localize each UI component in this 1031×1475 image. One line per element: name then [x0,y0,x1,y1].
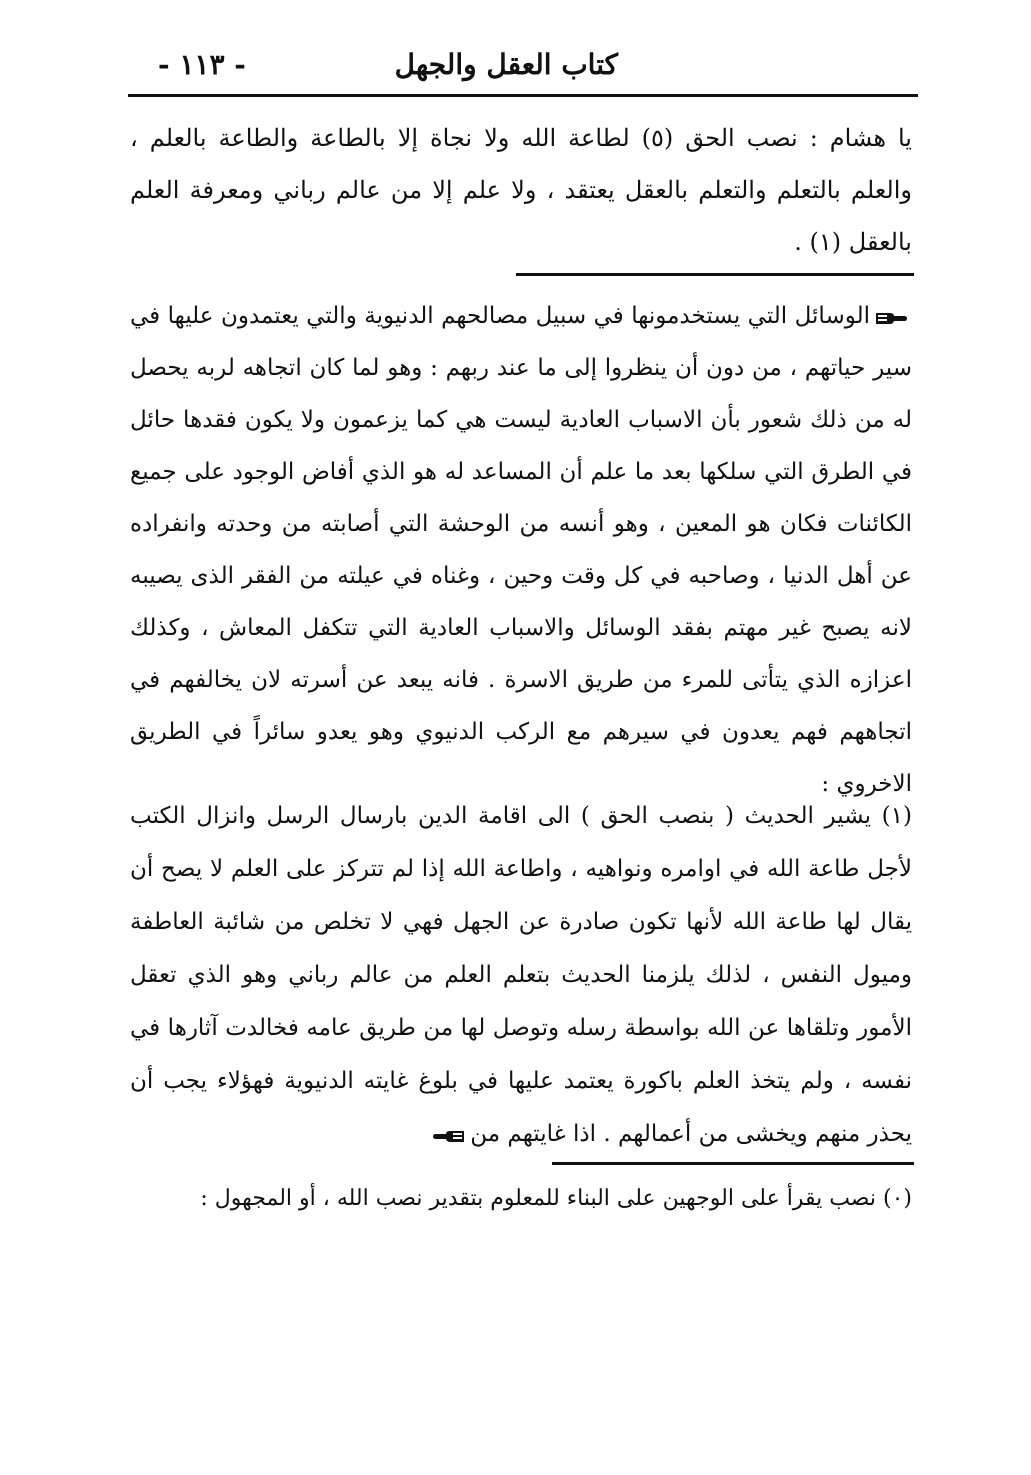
hadith-paragraph: يا هشام : نصب الحق (٥) لطاعة الله ولا نجاة إلا بالطاعة والطاعة بالعلم ، والعلم بالتعلم والتعلم بالعقل يعتقد ، ولا علم إلا من عالم رباني ومعرفة العلم بالعقل (١) . [130,124,912,256]
header-rule [128,94,918,97]
footnote-star [130,1174,912,1224]
page-title: كتاب العقل والجهل [394,48,618,81]
page-header [128,40,918,90]
footnote-one-paragraph: (١) يشير الحديث ( بنصب الحق ) الى اقامة الدين بارسال الرسل وانزال الكتب لأجل طاعة الله في اوامره ونواهيه ، واطاعة الله إذا لم تتركز على العلم لا يصح أن يقال لها طاعة الله لأنها تكون صادرة عن الجهل فهي لا تخلص من شائبة العاطفة وميول النفس ، لذلك يلزمنا الحديث بتعلم العلم من عالم رباني وهو الذي تعقل الأمور وتلقاها عن الله بواسطة رسله وتوصل لها من طريق عامه فخالدت آثارها في نفسه ، ولم يتخذ العلم باكورة يعتمد عليها في بلوغ غايته الدنيوية فهؤلاء يجب أن يحذر منهم ويخشى من أعمالهم . اذا غايتهم من [130,803,912,1147]
footnote-star-paragraph: (٠) نصب يقرأ على الوجهين على البناء للمعلوم بتقدير نصب الله ، أو المجهول : [200,1186,912,1211]
page-number: - ١١٣ - [158,48,246,81]
section-divider [516,273,914,276]
commentary-block [130,290,912,810]
footnote-one [130,790,912,1161]
commentary-paragraph: الوسائل التي يستخدمونها في سبيل مصالحهم الدنيوية والتي يعتمدون عليها في سير حياتهم ، من دون أن ينظروا إلى ما عند ربهم : وهو لما كان اتجاهه لربه يحصل له من ذلك شعور بأن الاسباب العادية ليست هي كما يزعمون ولا يكون فقدها حائل في الطرق التي سلكها بعد ما علم أن المساعد له هو الذي أفاض الوجود على جميع الكائنات فكان هو المعين ، وهو أنسه من الوحشة التي أصابته من وحدته وانفراده عن أهل الدنيا ، وصاحبه في كل وقت وحين ، وغناه في عيلته من الفقر الذى يصيبه لانه يصبح غير مهتم بفقد الوسائل والاسباب العادية التي تتكفل المعاش ، وكذلك اعزازه الذي يتأتى للمرء من طريق الاسرة . فانه يبعد عن أسرته لان يخالفهم في اتجاههم فهم يعدون في سيرهم مع الركب الدنيوي وهو يعدو سائراً في الطريق الاخروي : [130,303,912,797]
footnote-divider [552,1162,914,1165]
pointing-hand-icon [874,308,908,326]
pointing-hand-icon [432,1126,466,1144]
hadith-text [130,112,912,268]
